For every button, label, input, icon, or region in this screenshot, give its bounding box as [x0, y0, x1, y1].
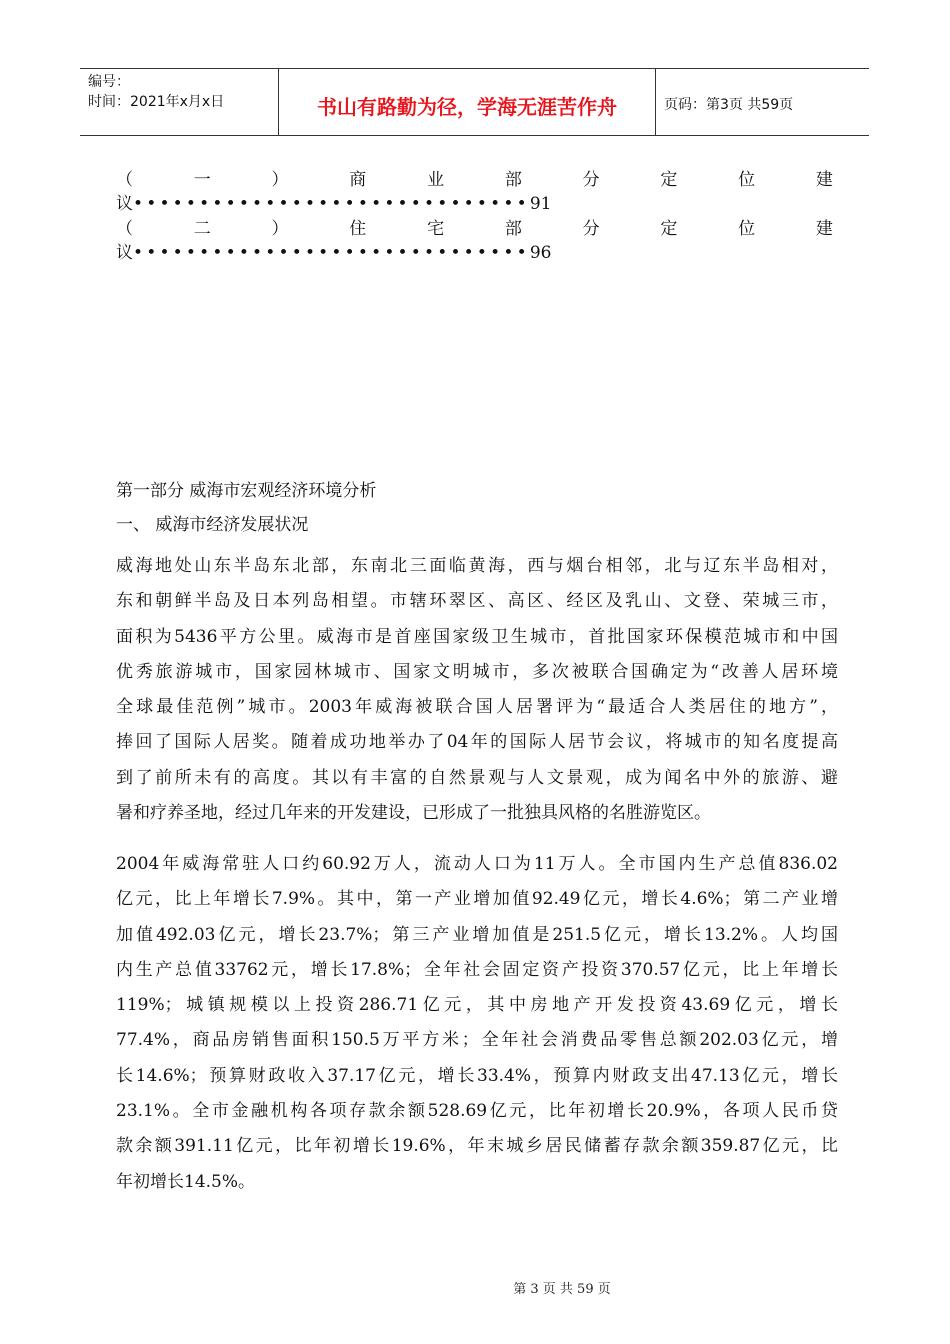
- page-header: [80, 68, 869, 136]
- text-line: 捧回了国际人居奖。随着成功地举办了04年的国际人居节会议，将城市的知名度提高: [116, 732, 838, 753]
- paragraph-overview: [116, 549, 838, 831]
- toc-char: （: [116, 170, 133, 190]
- header-time: 时间：2021年x月x日: [88, 94, 225, 110]
- header-motto: 书山有路勤为径，学海无涯苦作舟: [279, 69, 656, 135]
- text-line: 内生产总值33762元，增长17.8%；全年社会固定资产投资370.57亿元，比上年增长: [116, 959, 838, 980]
- toc-char: 宅: [427, 219, 445, 239]
- text-line: 加值492.03亿元，增长23.7%；第三产业增加值是251.5亿元，增长13.2%。人均国: [116, 924, 838, 945]
- toc-dot-leader: ••••••••••••••••••••••••••••••: [133, 243, 530, 263]
- toc-char: 商: [349, 170, 367, 190]
- toc-char: ）: [271, 170, 289, 190]
- toc-char: 分: [582, 170, 600, 190]
- text-line: 东和朝鲜半岛及日本列岛相望。市辖环翠区、高区、经区及乳山、文登、荣城三市，: [116, 591, 838, 612]
- toc-char: 住: [349, 219, 367, 239]
- toc-entry-1: [116, 168, 833, 192]
- toc-char: 建: [815, 219, 833, 239]
- toc-char: 位: [738, 170, 756, 190]
- toc-char: ）: [271, 219, 289, 239]
- toc-char: 位: [738, 219, 756, 239]
- text-line: 77.4%，商品房销售面积150.5万平方米；全年社会消费品零售总额202.03亿元，增: [116, 1030, 838, 1051]
- toc-entry-1-leader: [116, 192, 551, 216]
- text-line: 款余额391.11亿元，比年初增长19.6%，年末城乡居民储蓄存款余额359.87亿元，比: [116, 1136, 838, 1157]
- text-line: 优秀旅游城市，国家园林城市、国家文明城市，多次被联合国确定为“改善人居环境: [116, 661, 838, 682]
- toc-char: 一: [193, 170, 211, 190]
- text-line: 全球最佳范例”城市。2003年威海被联合国人居署评为“最适合人类居住的地方”，: [116, 697, 838, 718]
- toc-page-number: 96: [529, 243, 552, 263]
- toc-char: （: [116, 219, 133, 239]
- header-meta: [80, 69, 279, 135]
- subsection-title: 一、 威海市经济发展状况: [116, 515, 309, 535]
- header-number: 编号：: [88, 74, 130, 90]
- paragraph-statistics: [116, 847, 838, 1200]
- text-line: 暑和疗养圣地，经过几年来的开发建设，已形成了一批独具风格的名胜游览区。: [116, 803, 711, 824]
- toc-char: 业: [427, 170, 445, 190]
- text-line: 到了前所未有的高度。其以有丰富的自然景观与人文景观，成为闻名中外的旅游、避: [116, 767, 838, 788]
- text-line: 长14.6%；预算财政收入37.17亿元，增长33.4%，预算内财政支出47.13亿元，增长: [116, 1065, 838, 1086]
- toc-dot-leader: ••••••••••••••••••••••••••••••: [133, 194, 530, 214]
- toc-char: 二: [193, 219, 211, 239]
- toc-char: 部: [504, 170, 522, 190]
- text-line: 119%；城镇规模以上投资286.71亿元，其中房地产开发投资43.69亿元，增长: [116, 995, 838, 1016]
- header-page-info: 页码：第3页 共59页: [664, 97, 794, 113]
- text-line: 面积为5436平方公里。威海市是首座国家级卫生城市，首批国家环保模范城市和中国: [116, 626, 838, 647]
- toc-page-number: 91: [529, 194, 552, 214]
- text-line: 亿元，比上年增长7.9%。其中，第一产业增加值92.49亿元，增长4.6%；第二产业增: [116, 889, 838, 910]
- toc-char: 定: [660, 170, 678, 190]
- text-line: 威海地处山东半岛东北部，东南北三面临黄海，西与烟台相邻，北与辽东半岛相对，: [116, 556, 838, 576]
- toc-char: 分: [582, 219, 600, 239]
- toc-continuation: 议: [116, 194, 133, 214]
- text-line: 年初增长14.5%。: [116, 1171, 256, 1192]
- text-line: 2004年威海常驻人口约60.92万人，流动人口为11万人。全市国内生产总值836.02: [116, 854, 838, 874]
- page-footer: 第 3 页 共 59 页: [513, 1282, 611, 1297]
- toc-char: 建: [815, 170, 833, 190]
- toc-continuation: 议: [116, 243, 133, 263]
- section-title: 第一部分 威海市宏观经济环境分析: [116, 481, 377, 501]
- toc-entry-2: [116, 217, 833, 241]
- toc-char: 部: [504, 219, 522, 239]
- toc-char: 定: [660, 219, 678, 239]
- text-line: 23.1%。全市金融机构各项存款余额528.69亿元，比年初增长20.9%，各项人民币贷: [116, 1101, 838, 1122]
- toc-entry-2-leader: [116, 241, 551, 265]
